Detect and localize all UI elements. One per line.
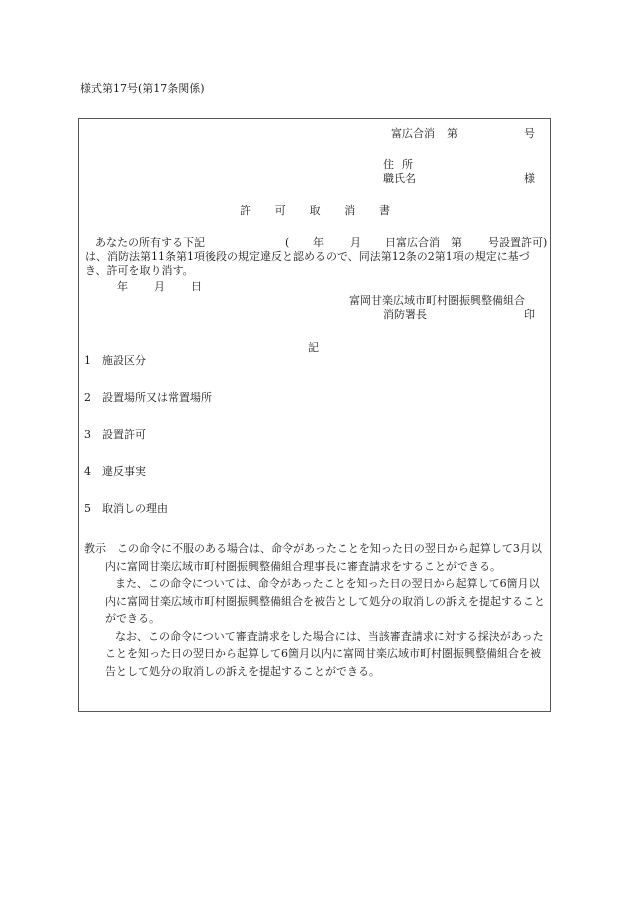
issuer-org: 富岡甘楽広域市町村圏振興整備組合 — [349, 294, 525, 307]
item-label: 違反事実 — [102, 465, 146, 478]
issuer-chief: 消防署長 — [383, 308, 427, 321]
title-char: 可 — [274, 204, 286, 217]
list-item — [84, 354, 146, 368]
doc-number-go: 号 — [524, 127, 535, 140]
recipient-address-label: 住所 — [383, 158, 421, 171]
body-line-2: は、消防法第11条第1項後段の規定違反と認めるので、同法第12条の2第1項の規定に基づ — [85, 250, 530, 263]
doc-number-dai: 第 — [447, 127, 458, 140]
item-label: 施設区分 — [102, 354, 146, 367]
body-paren: ( — [285, 236, 290, 249]
recipient-name-label: 職氏名 — [383, 172, 416, 185]
title-char: 書 — [379, 204, 390, 217]
body-year: 年 — [313, 236, 324, 249]
item-number: 5 — [84, 502, 91, 515]
body-lead: あなたの所有する下記 — [95, 236, 205, 249]
item-label: 取消しの理由 — [102, 502, 168, 515]
list-item — [84, 502, 168, 516]
item-label: 設置場所又は常置場所 — [102, 391, 212, 404]
doc-number-prefix: 富広合消 — [391, 127, 435, 140]
form-number: 様式第17号(第17条関係) — [80, 82, 205, 95]
body-month: 月 — [350, 236, 361, 249]
date-day: 日 — [191, 280, 202, 293]
issue-date — [117, 280, 228, 294]
list-item — [84, 428, 146, 442]
title-char: 取 — [309, 204, 321, 217]
item-label: 設置許可 — [102, 428, 146, 441]
ki-heading: 記 — [308, 341, 319, 354]
body-line-1 — [85, 236, 548, 250]
list-item — [84, 391, 212, 405]
notice-paragraph-2: また、この命令については、命令があったことを知った日の翌日から起算して6箇月以内に富岡甘楽広域市町村圏振興整備組合を被告として処分の取消しの訴えを提起することができる。 — [105, 577, 545, 625]
issuer-chief-row — [383, 308, 535, 322]
item-number: 3 — [84, 428, 91, 441]
item-number: 1 — [84, 354, 91, 367]
appeal-notice — [84, 540, 550, 680]
recipient-name-row — [383, 172, 535, 186]
seal-mark: 印 — [524, 308, 535, 321]
body-line-3: き、許可を取り消す。 — [85, 264, 194, 277]
list-item — [84, 465, 146, 479]
title-char: 許 — [240, 204, 251, 217]
item-number: 2 — [84, 391, 91, 404]
notice-paragraph-3: なお、この命令について審査請求をした場合には、当該審査請求に対する採決があったことを知った日の翌日から起算して6箇月以内に富岡甘楽広域市町村圏振興整備組合を被告として処分の取消しの訴えを提起することができる。 — [105, 629, 544, 678]
notice-paragraph-1: 教示 この命令に不服のある場合は、命令があったことを知った日の翌日から起算して3月以内に富岡甘楽広域市町村圏振興整備組合理事長に審査請求をすることができる。 — [84, 542, 542, 573]
body-day-docnum: 日富広合消 第 — [385, 236, 462, 249]
recipient-honorific: 様 — [524, 172, 535, 185]
date-month: 月 — [154, 280, 165, 293]
date-year: 年 — [117, 280, 128, 293]
document-title — [240, 204, 390, 218]
item-number: 4 — [84, 465, 91, 478]
title-char: 消 — [344, 204, 356, 217]
body-tail: 号設置許可) — [488, 236, 548, 249]
